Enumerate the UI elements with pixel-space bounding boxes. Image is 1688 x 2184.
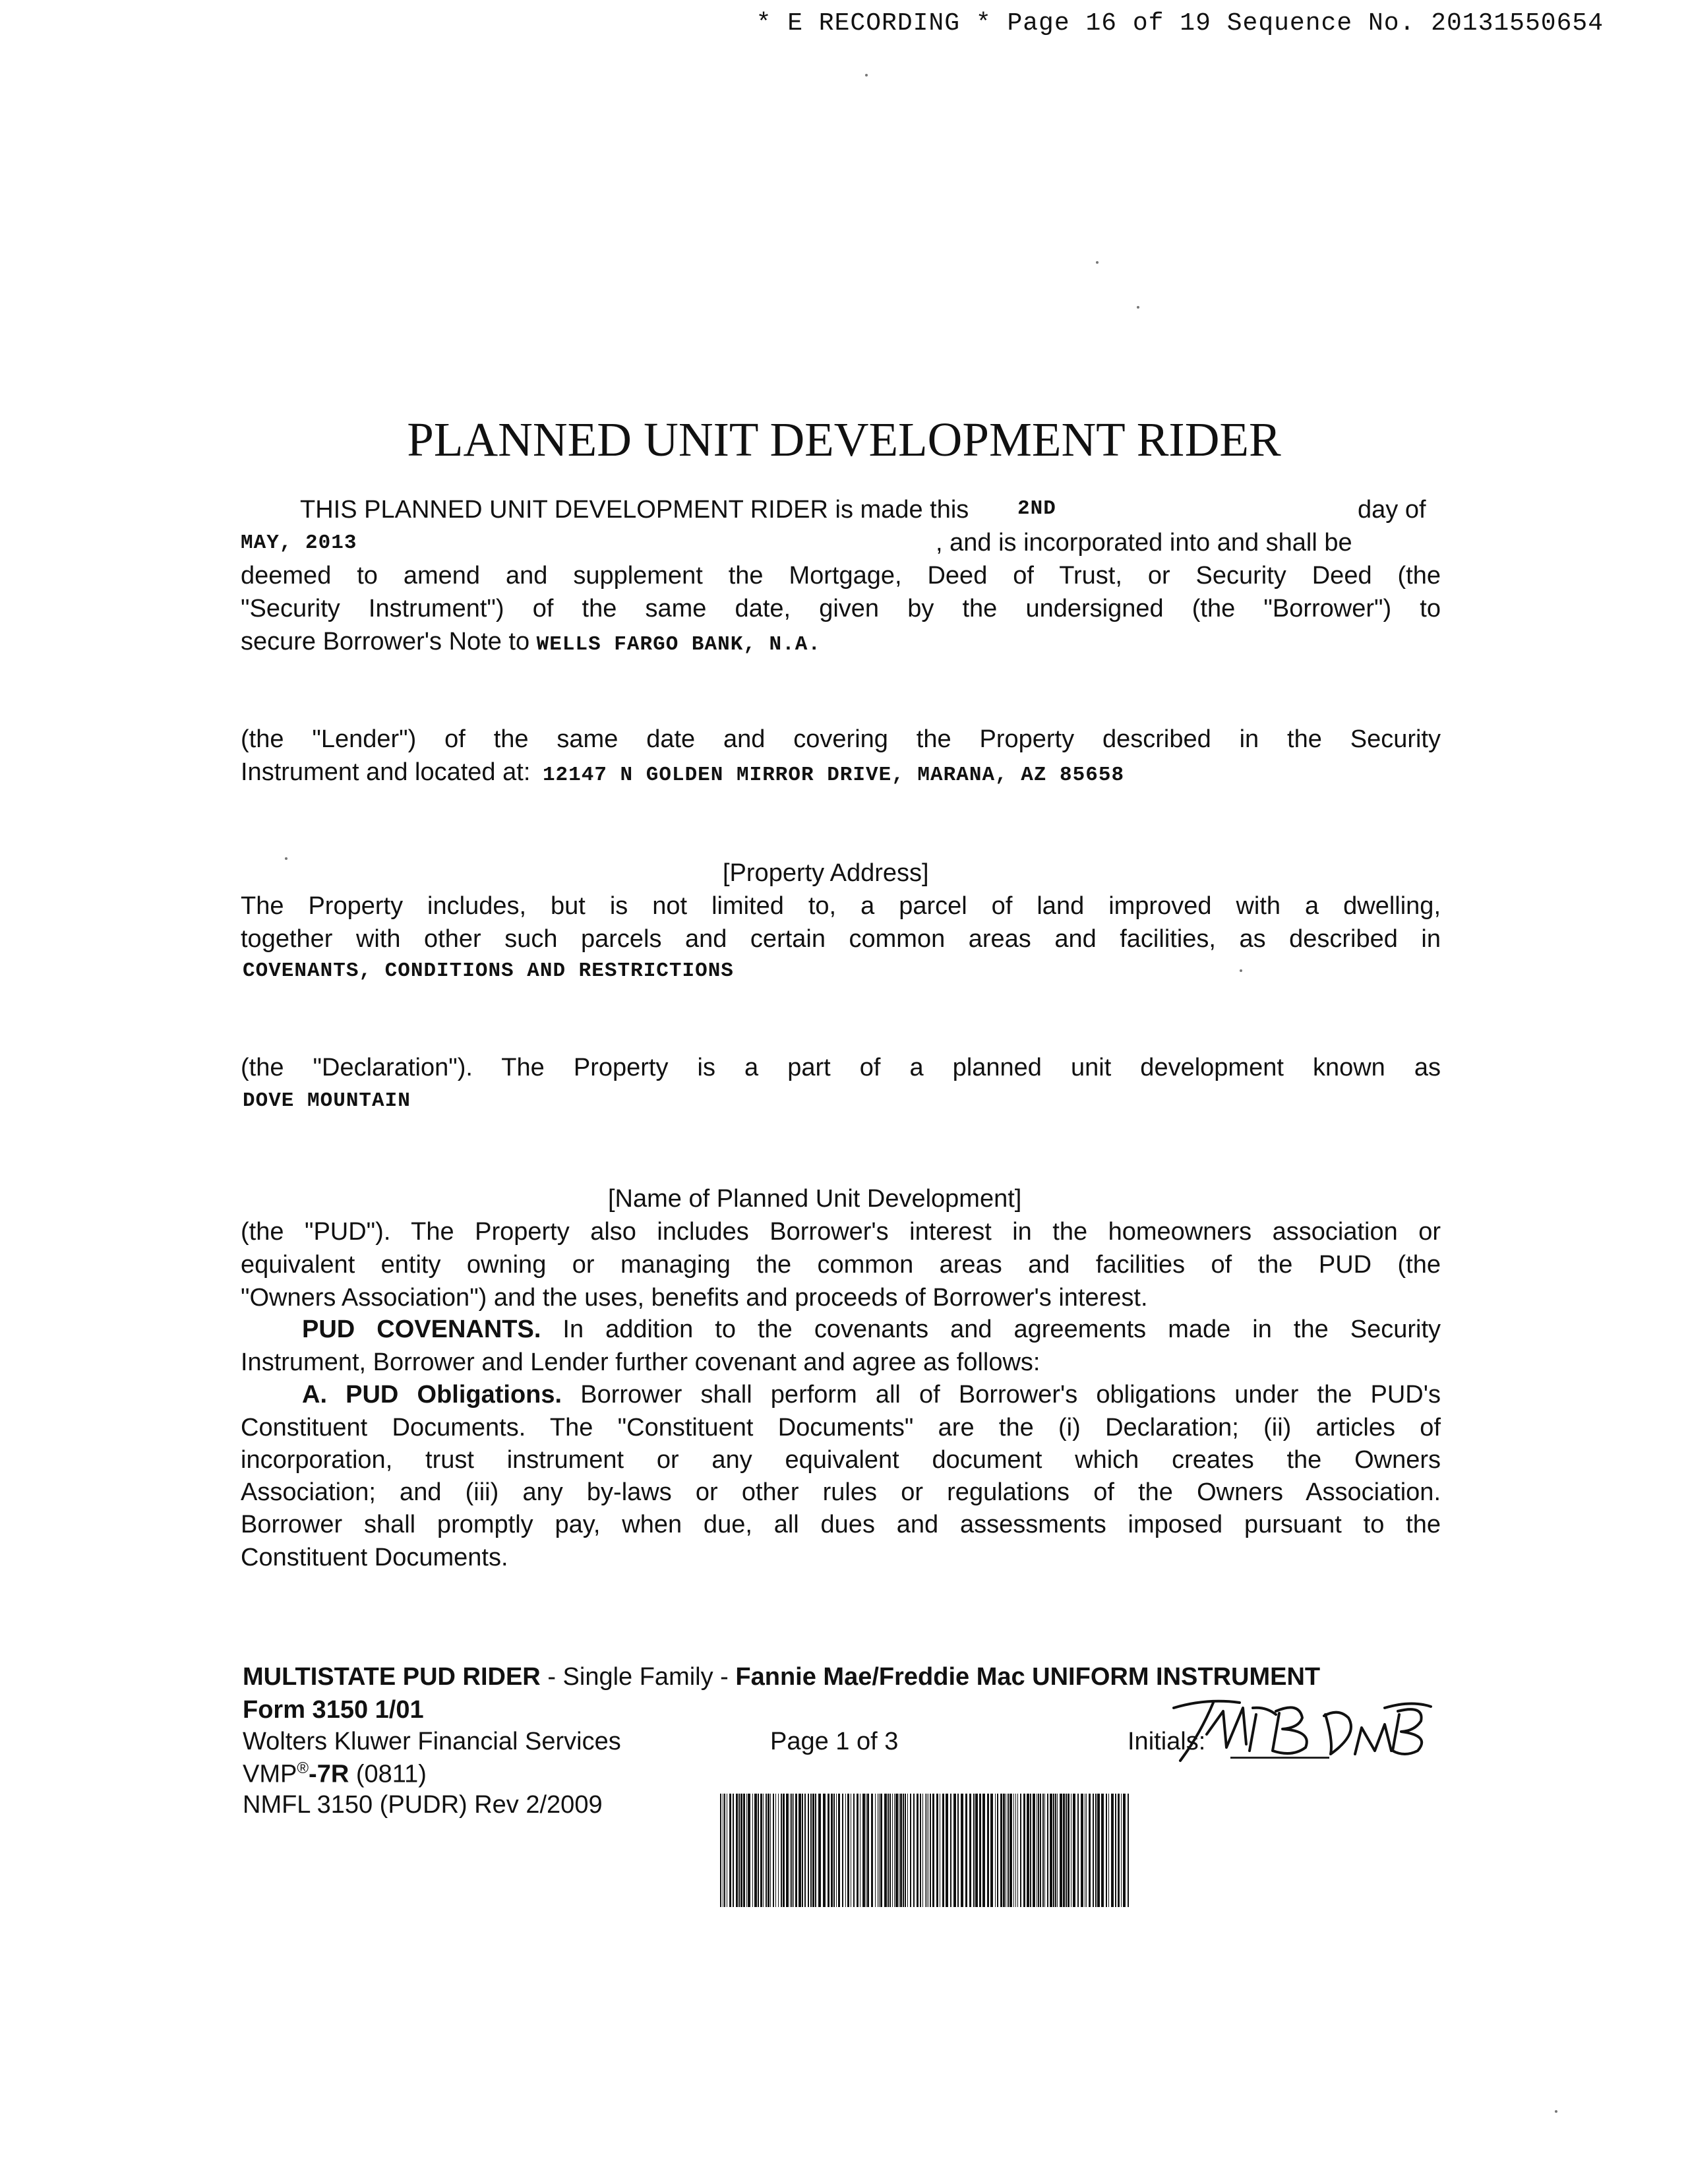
barcode-bar <box>754 1794 757 1907</box>
barcode-bar <box>842 1794 843 1907</box>
barcode-bar <box>969 1794 971 1907</box>
barcode-bar <box>831 1794 833 1907</box>
barcode-bar <box>1111 1794 1114 1907</box>
form-title-bold: MULTISTATE PUD RIDER <box>243 1663 541 1691</box>
barcode-bar <box>884 1794 887 1907</box>
barcode-bar <box>917 1794 919 1907</box>
barcode-bar <box>1057 1794 1058 1907</box>
barcode-bar <box>746 1794 747 1907</box>
document-title: PLANNED UNIT DEVELOPMENT RIDER <box>407 413 1281 466</box>
barcode-bar <box>1010 1794 1012 1907</box>
vmp-code-prefix: VMP <box>243 1760 297 1788</box>
barcode-bar <box>1042 1794 1044 1907</box>
barcode-bar <box>995 1794 996 1907</box>
barcode-bar <box>799 1794 801 1907</box>
barcode-bar <box>1050 1794 1052 1907</box>
barcode-bar <box>1055 1794 1056 1907</box>
barcode-bar <box>1118 1794 1120 1907</box>
barcode-bar <box>795 1794 797 1907</box>
scan-speck <box>285 857 287 860</box>
barcode-bar <box>1015 1794 1016 1907</box>
form-title-bold-2: Fannie Mae/Freddie Mac UNIFORM INSTRUMENT <box>735 1663 1321 1691</box>
barcode-bar <box>857 1794 859 1907</box>
barcode-bar <box>920 1794 921 1907</box>
barcode-bar <box>1013 1794 1014 1907</box>
obligations-line-4: Association; and (iii) any by-laws or other rules or regulations of the Owners Association. <box>241 1478 1441 1506</box>
scan-speck <box>1137 306 1139 309</box>
barcode-bar <box>1106 1794 1107 1907</box>
barcode-bar <box>1066 1794 1067 1907</box>
barcode-bar <box>773 1794 774 1907</box>
barcode-bar <box>862 1794 865 1907</box>
barcode-bar <box>907 1794 908 1907</box>
handwritten-initials-signature <box>1160 1688 1437 1780</box>
barcode-bar <box>738 1794 740 1907</box>
barcode-bar <box>724 1794 725 1907</box>
barcode-bar <box>1047 1794 1048 1907</box>
obligations-heading: A. PUD Obligations. <box>302 1381 562 1409</box>
barcode-bar <box>950 1794 951 1907</box>
barcode-bar <box>815 1794 816 1907</box>
barcode-bar <box>833 1794 835 1907</box>
barcode-bar <box>853 1794 855 1907</box>
barcode-bar <box>1044 1794 1045 1907</box>
barcode-bar <box>965 1794 967 1907</box>
covenants-line-2: Instrument, Borrower and Lender further covenant and agree as follows: <box>241 1349 1040 1376</box>
form-title-mid: - Single Family - <box>540 1663 736 1691</box>
property-line-8: "Owners Association") and the uses, benefits and proceeds of Borrower's interest. <box>241 1284 1148 1312</box>
obligations-line-1 <box>302 1381 1441 1409</box>
barcode-bar <box>880 1794 882 1907</box>
scan-speck <box>1240 969 1242 972</box>
barcode-bar <box>932 1794 934 1907</box>
barcode-bar <box>812 1794 814 1907</box>
barcode-bar <box>1081 1794 1083 1907</box>
lender-value: WELLS FARGO BANK, N.A. <box>536 633 821 656</box>
recording-header: * E RECORDING * Page 16 of 19 Sequence No. 20131550654 <box>756 9 1604 38</box>
barcode-bar <box>818 1794 821 1907</box>
barcode-bar <box>946 1794 948 1907</box>
barcode-bar <box>1108 1794 1109 1907</box>
barcode-bar <box>838 1794 840 1907</box>
form-title <box>243 1663 1320 1691</box>
barcode-bar <box>1000 1794 1002 1907</box>
obligations-line-2: Constituent Documents. The "Constituent Documents" are the (i) Declaration; (ii) articles of <box>241 1414 1441 1441</box>
initials-label: Initials: <box>1128 1728 1206 1755</box>
barcode-bar <box>894 1794 895 1907</box>
barcode-bar <box>1077 1794 1079 1907</box>
barcode-bar <box>1060 1794 1062 1907</box>
scan-speck <box>1096 261 1099 264</box>
covenants-heading: PUD COVENANTS. <box>302 1316 541 1343</box>
barcode-bar <box>990 1794 993 1907</box>
barcode-bar <box>975 1794 978 1907</box>
barcode-bar <box>1003 1794 1005 1907</box>
obligations-intro: Borrower shall perform all of Borrower's obligations under the PUD's <box>580 1381 1441 1409</box>
barcode-bar <box>733 1794 734 1907</box>
barcode-bar <box>979 1794 981 1907</box>
barcode-bar <box>736 1794 738 1907</box>
intro-line-3: deemed to amend and supplement the Mortgage, Deed of Trust, or Security Deed (the <box>241 562 1441 590</box>
covenants-intro: In addition to the covenants and agreements made in the Security <box>562 1316 1441 1343</box>
barcode-bar <box>766 1794 767 1907</box>
barcode-bar <box>910 1794 911 1907</box>
barcode-bar <box>913 1794 915 1907</box>
barcode-bar <box>823 1794 826 1907</box>
barcode-bar <box>892 1794 893 1907</box>
property-address-value: 12147 N GOLDEN MIRROR DRIVE, MARANA, AZ 85658 <box>542 764 1125 787</box>
obligations-line-3: incorporation, trust instrument or any equivalent document which creates the Owners <box>241 1446 1441 1474</box>
barcode-bar <box>786 1794 789 1907</box>
barcode-bar <box>793 1794 794 1907</box>
intro-line-5 <box>241 628 1441 656</box>
barcode-bar <box>802 1794 803 1907</box>
barcode-bar <box>763 1794 764 1907</box>
barcode-bar <box>740 1794 742 1907</box>
barcode-bar <box>888 1794 889 1907</box>
barcode-bar <box>895 1794 898 1907</box>
barcode-bar <box>925 1794 926 1907</box>
barcode-bar <box>720 1794 721 1907</box>
nmfl-code: NMFL 3150 (PUDR) Rev 2/2009 <box>243 1791 603 1819</box>
barcode-bar <box>778 1794 779 1907</box>
intro-text-incorporated: , and is incorporated into and shall be <box>936 529 1352 557</box>
barcode-bar <box>828 1794 829 1907</box>
barcode-bar <box>781 1794 782 1907</box>
barcode-bar <box>1128 1794 1129 1907</box>
barcode-bar <box>847 1794 849 1907</box>
barcode-bar <box>1033 1794 1035 1907</box>
barcode <box>720 1794 1130 1907</box>
barcode-bar <box>1123 1794 1126 1907</box>
barcode-bar <box>783 1794 785 1907</box>
barcode-bar <box>770 1794 771 1907</box>
barcode-bar <box>760 1794 762 1907</box>
barcode-bar <box>889 1794 891 1907</box>
property-line-7: equivalent entity owning or managing the common areas and facilities of the PUD (the <box>241 1251 1441 1279</box>
barcode-bar <box>875 1794 876 1907</box>
barcode-bar <box>1053 1794 1054 1907</box>
barcode-bar <box>1073 1794 1075 1907</box>
barcode-bar <box>1040 1794 1041 1907</box>
barcode-bar <box>1008 1794 1009 1907</box>
intro-text-note: secure Borrower's Note to <box>241 628 530 655</box>
barcode-bar <box>808 1794 809 1907</box>
barcode-bar <box>922 1794 923 1907</box>
barcode-bar <box>1038 1794 1039 1907</box>
pud-name-value: DOVE MOUNTAIN <box>243 1089 411 1112</box>
barcode-bar <box>836 1794 837 1907</box>
barcode-bar <box>790 1794 791 1907</box>
form-number: Form 3150 1/01 <box>243 1696 424 1724</box>
barcode-bar <box>953 1794 956 1907</box>
declaration-value: COVENANTS, CONDITIONS AND RESTRICTIONS <box>243 959 734 983</box>
barcode-bar <box>775 1794 776 1907</box>
property-line-4: together with other such parcels and certain common areas and facilities, as described in <box>241 925 1441 953</box>
barcode-bar <box>997 1794 998 1907</box>
barcode-bar <box>905 1794 906 1907</box>
scan-speck <box>865 74 868 76</box>
barcode-bar <box>1089 1794 1091 1907</box>
property-line-5: (the "Declaration"). The Property is a part of a planned unit development known as <box>241 1054 1441 1081</box>
barcode-bar <box>1093 1794 1094 1907</box>
barcode-bar <box>1027 1794 1029 1907</box>
barcode-bar <box>810 1794 812 1907</box>
barcode-bar <box>1086 1794 1087 1907</box>
barcode-bar <box>1115 1794 1116 1907</box>
barcode-bar <box>936 1794 938 1907</box>
barcode-bar <box>804 1794 806 1907</box>
day-value: 2ND <box>1017 497 1056 520</box>
barcode-bar <box>748 1794 750 1907</box>
scan-speck <box>1555 2110 1557 2113</box>
property-line-2 <box>241 758 1441 787</box>
barcode-bar <box>957 1794 959 1907</box>
barcode-bar <box>930 1794 931 1907</box>
barcode-bar <box>1095 1794 1097 1907</box>
barcode-bar <box>973 1794 975 1907</box>
property-line-3: The Property includes, but is not limited to, a parcel of land improved with a dwelling, <box>241 892 1441 920</box>
obligations-line-6: Constituent Documents. <box>241 1544 508 1571</box>
covenants-line-1 <box>302 1316 1441 1344</box>
barcode-bar <box>1017 1794 1018 1907</box>
barcode-bar <box>1097 1794 1100 1907</box>
barcode-bar <box>791 1794 793 1907</box>
barcode-bar <box>903 1794 904 1907</box>
barcode-bar <box>1020 1794 1021 1907</box>
property-address-caption: [Property Address] <box>723 859 929 887</box>
property-line-1: (the "Lender") of the same date and covering the Property described in the Security <box>241 725 1441 753</box>
barcode-bar <box>1030 1794 1031 1907</box>
barcode-bar <box>752 1794 753 1907</box>
vmp-code-bold: -7R <box>309 1760 349 1788</box>
barcode-bar <box>845 1794 846 1907</box>
barcode-bar <box>1068 1794 1070 1907</box>
intro-text-day-of: day of <box>1358 496 1426 524</box>
vmp-code-suffix: (0811) <box>349 1760 427 1788</box>
barcode-bar <box>758 1794 759 1907</box>
vendor-name: Wolters Kluwer Financial Services <box>243 1728 621 1755</box>
barcode-bar <box>900 1794 902 1907</box>
registered-mark: ® <box>297 1759 309 1777</box>
barcode-bar <box>942 1794 944 1907</box>
page-number: Page 1 of 3 <box>770 1728 899 1755</box>
obligations-line-5: Borrower shall promptly pay, when due, all dues and assessments imposed pursuant to the <box>241 1511 1441 1538</box>
barcode-bar <box>1121 1794 1122 1907</box>
barcode-bar <box>987 1794 989 1907</box>
barcode-bar <box>926 1794 927 1907</box>
property-line-6: (the "PUD"). The Property also includes Borrower's interest in the homeowners association or <box>241 1218 1441 1246</box>
barcode-bar <box>743 1794 745 1907</box>
barcode-bar <box>982 1794 985 1907</box>
barcode-bar <box>871 1794 873 1907</box>
barcode-bar <box>1063 1794 1065 1907</box>
pud-name-caption: [Name of Planned Unit Development] <box>608 1185 1022 1213</box>
vmp-code <box>243 1759 427 1789</box>
property-text-located: Instrument and located at: <box>241 758 531 786</box>
barcode-bar <box>1023 1794 1025 1907</box>
barcode-bar <box>768 1794 769 1907</box>
intro-line-4: "Security Instrument") of the same date, given by the undersigned (the "Borrower") to <box>241 595 1441 622</box>
barcode-bar <box>1101 1794 1104 1907</box>
barcode-bar <box>879 1794 880 1907</box>
barcode-bar <box>729 1794 731 1907</box>
intro-text: THIS PLANNED UNIT DEVELOPMENT RIDER is made this <box>300 496 969 524</box>
date-value: MAY, 2013 <box>241 531 357 555</box>
barcode-bar <box>961 1794 963 1907</box>
barcode-bar <box>867 1794 869 1907</box>
